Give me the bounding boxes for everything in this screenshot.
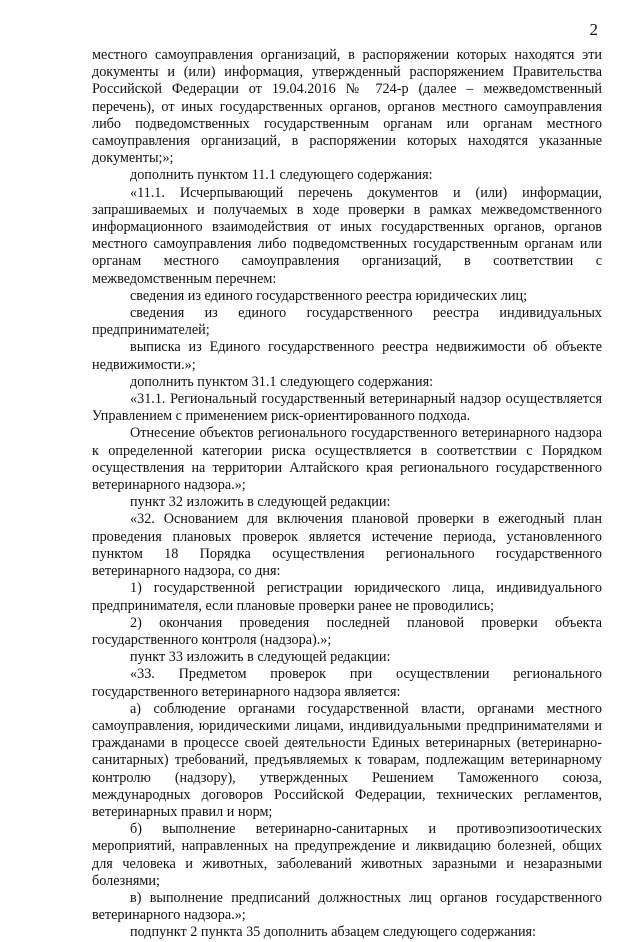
paragraph-11: «32. Основанием для включения плановой проверки в ежегодный план проведения плановых проверок является истечение периода, установленного пунктом 18 Порядка осуществления регионального государственного ветеринарного надзора, со дня: bbox=[92, 511, 602, 580]
paragraph-13: 2) окончания проведения последней плановой проверки объекта государственного контроля (надзора).»; bbox=[92, 614, 602, 648]
paragraph-10: пункт 32 изложить в следующей редакции: bbox=[130, 494, 391, 511]
paragraph-17: б) выполнение ветеринарно-санитарных и противоэпизоотических мероприятий, направленных на предупреждение и ликвидацию болезней, общих для человека и животных, заболеваний животных заразными и незаразными болезнями; bbox=[92, 821, 602, 889]
paragraph-2: дополнить пунктом 11.1 следующего содержания: bbox=[130, 167, 433, 184]
paragraph-6: выписка из Единого государственного реестра недвижимости об объекте недвижимости.»; bbox=[92, 339, 602, 373]
document-body bbox=[92, 47, 602, 942]
paragraph-14: пункт 33 изложить в следующей редакции: bbox=[130, 649, 391, 666]
paragraph-5: сведения из единого государственного реестра индивидуальных предпринимателей; bbox=[92, 305, 602, 339]
paragraph-4: сведения из единого государственного реестра юридических лиц; bbox=[130, 287, 528, 304]
paragraph-16: а) соблюдение органами государственной власти, органами местного самоуправления, юридическими лицами, индивидуальными предпринимателями и гражданами в процессе своей деятельности Единых ветеринарных (ветеринарно-санитарных) требований, предъявляемых к товарам, подлежащим ветеринарному контролю (надзору), утвержденных Решением Таможенного союза, международных договоров Российской Федерации, технических регламентов, ветеринарных правил и норм; bbox=[92, 700, 602, 820]
paragraph-9: Отнесение объектов регионального государственного ветеринарного надзора к определенной категории риска осуществляется в соответствии с Порядком осуществления на территории Алтайского края регионального государственного ветеринарного надзора.»; bbox=[92, 425, 602, 494]
paragraph-18: в) выполнение предписаний должностных лиц органов государственного ветеринарного надзора.»; bbox=[92, 889, 602, 924]
paragraph-12: 1) государственной регистрации юридического лица, индивидуального предпринимателя, если плановые проверки ранее не проводились; bbox=[92, 580, 602, 614]
paragraph-7: дополнить пунктом 31.1 следующего содержания: bbox=[130, 373, 434, 390]
paragraph-8: «31.1. Региональный государственный ветеринарный надзор осуществляется Управлением с применением риск-ориентированного подхода. bbox=[92, 391, 602, 425]
paragraph-3: «11.1. Исчерпывающий перечень документов и (или) информации, запрашиваемых и получаемых в ходе проверки в рамках межведомственного информационного взаимодействия от иных государственных органов, органов местного самоуправления либо подведомственных государственным органам или органам местного самоуправления организаций, в соответствии с межведомственным перечнем: bbox=[92, 184, 602, 287]
paragraph-1: местного самоуправления организаций, в распоряжении которых находятся эти документы и (или) информация, утвержденный распоряжением Правительства Российской Федерации от 19.04.2016 № 724-р (далее – межведомственный перечень), от иных государственных органов, органов местного самоуправления либо подведомственных государственным органам или органам местного самоуправления организаций, в распоряжении которых находятся указанные документы;»; bbox=[92, 47, 602, 167]
paragraph-15: «33. Предметом проверок при осуществлении регионального государственного ветеринарного надзора является: bbox=[92, 666, 602, 700]
paragraph-19: подпункт 2 пункта 35 дополнить абзацем следующего содержания: bbox=[130, 924, 536, 941]
page-number: 2 bbox=[589, 20, 598, 39]
